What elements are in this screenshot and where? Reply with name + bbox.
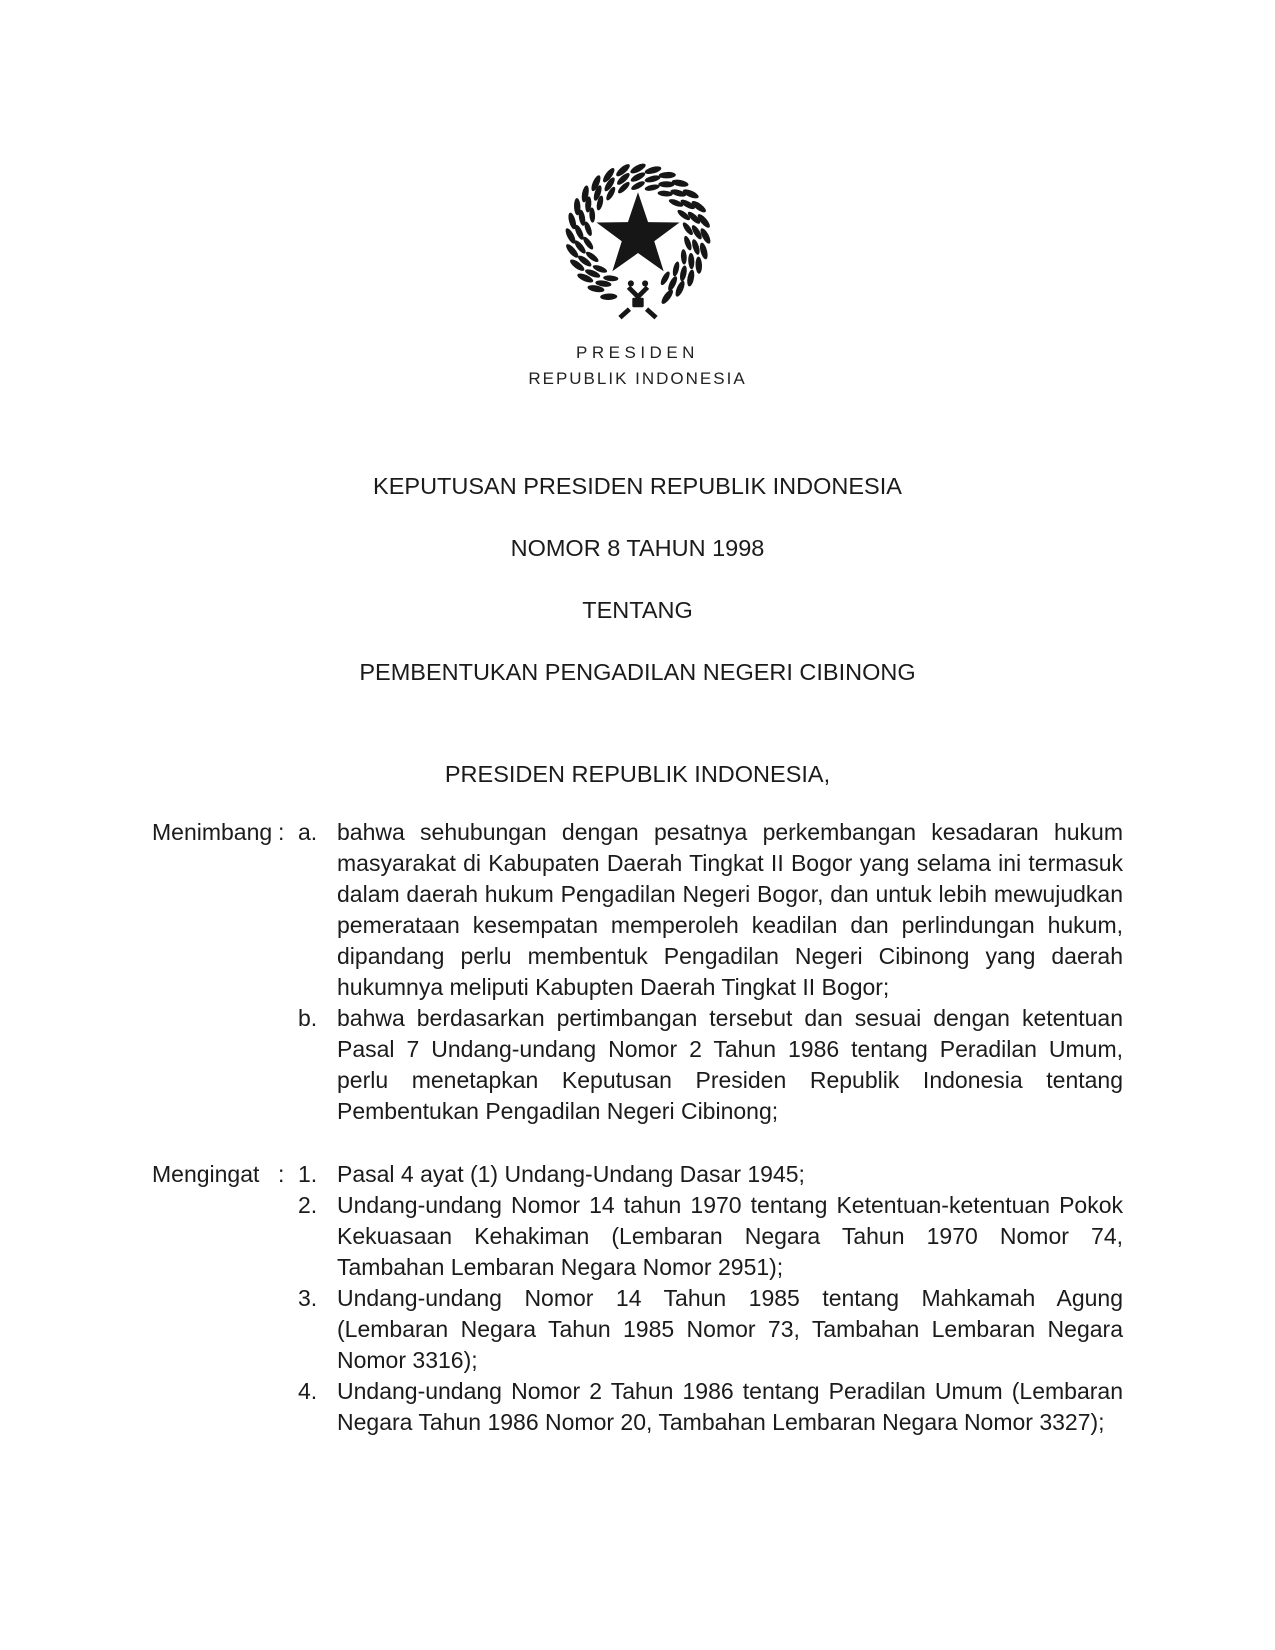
list-item bbox=[298, 1190, 1123, 1283]
clause-colon: : bbox=[278, 819, 285, 845]
clause-mengingat bbox=[152, 1159, 1123, 1438]
item-marker: 3. bbox=[298, 1285, 318, 1311]
menimbang-item-list bbox=[298, 817, 1123, 1127]
item-marker: 4. bbox=[298, 1378, 318, 1404]
mengingat-item-list bbox=[298, 1159, 1123, 1438]
list-item bbox=[298, 817, 1123, 1003]
item-marker: 1. bbox=[298, 1161, 318, 1187]
item-text: Undang-undang Nomor 14 Tahun 1985 tentang Mahkamah Agung (Lembaran Negara Tahun 1985 Nomor 73, Tambahan Lembaran Negara Nomor 3316); bbox=[337, 1285, 1123, 1373]
letterhead-republik-indonesia: REPUBLIK INDONESIA bbox=[528, 369, 747, 388]
title-line-nomor: NOMOR 8 TAHUN 1998 bbox=[510, 535, 765, 561]
clause-colon: : bbox=[278, 1161, 285, 1187]
wreath-knot bbox=[619, 280, 655, 317]
item-marker: b. bbox=[298, 1005, 318, 1031]
title-line-tentang: TENTANG bbox=[582, 597, 693, 623]
star-wreath-emblem-icon bbox=[562, 140, 714, 330]
title-line-subject: PEMBENTUKAN PENGADILAN NEGERI CIBINONG bbox=[359, 659, 916, 685]
item-text: Undang-undang Nomor 2 Tahun 1986 tentang Peradilan Umum (Lembaran Negara Tahun 1986 Nomor 20, Tambahan Lembaran Negara Nomor 3327); bbox=[337, 1378, 1123, 1435]
clause-label: Menimbang bbox=[152, 819, 273, 845]
title-line-keputusan: KEPUTUSAN PRESIDEN REPUBLIK INDONESIA bbox=[373, 473, 902, 499]
item-text: Undang-undang Nomor 14 tahun 1970 tentang Ketentuan-ketentuan Pokok Kekuasaan Kehakiman (Lembaran Negara Tahun 1970 Nomor 74, Tambahan Lembaran Negara Nomor 2951); bbox=[337, 1192, 1123, 1280]
presidential-letterhead bbox=[152, 140, 1123, 390]
document-title-block bbox=[152, 440, 1123, 719]
item-text: Pasal 4 ayat (1) Undang-Undang Dasar 1945; bbox=[337, 1161, 805, 1187]
clause-label: Mengingat bbox=[152, 1161, 260, 1187]
list-item bbox=[298, 1003, 1123, 1127]
clause-menimbang bbox=[152, 817, 1123, 1127]
item-marker: 2. bbox=[298, 1192, 318, 1218]
letterhead-presiden: PRESIDEN bbox=[576, 343, 699, 362]
item-marker: a. bbox=[298, 819, 318, 845]
list-item bbox=[298, 1376, 1123, 1438]
item-text: bahwa berdasarkan pertimbangan tersebut dan sesuai dengan ketentuan Pasal 7 Undang-undang Nomor 2 Tahun 1986 tentang Peradilan Umum, perlu menetapkan Keputusan Presiden Republik Indonesia tentang Pembentukan Pengadilan Negeri Cibinong; bbox=[337, 1005, 1123, 1124]
list-item bbox=[298, 1159, 1123, 1190]
item-text: bahwa sehubungan dengan pesatnya perkembangan kesadaran hukum masyarakat di Kabupaten Daerah Tingkat II Bogor yang selama ini termasuk dalam daerah hukum Pengadilan Negeri Bogor, dan untuk lebih mewujudkan pemerataan kesempatan memperoleh keadilan dan perlindungan hukum, dipandang perlu membentuk Pengadilan Negeri Cibinong yang daerah hukumnya meliputi Kabupten Daerah Tingkat II Bogor; bbox=[337, 819, 1123, 1000]
salutation-line: PRESIDEN REPUBLIK INDONESIA, bbox=[444, 761, 831, 787]
list-item bbox=[298, 1283, 1123, 1376]
star-icon bbox=[596, 192, 679, 271]
